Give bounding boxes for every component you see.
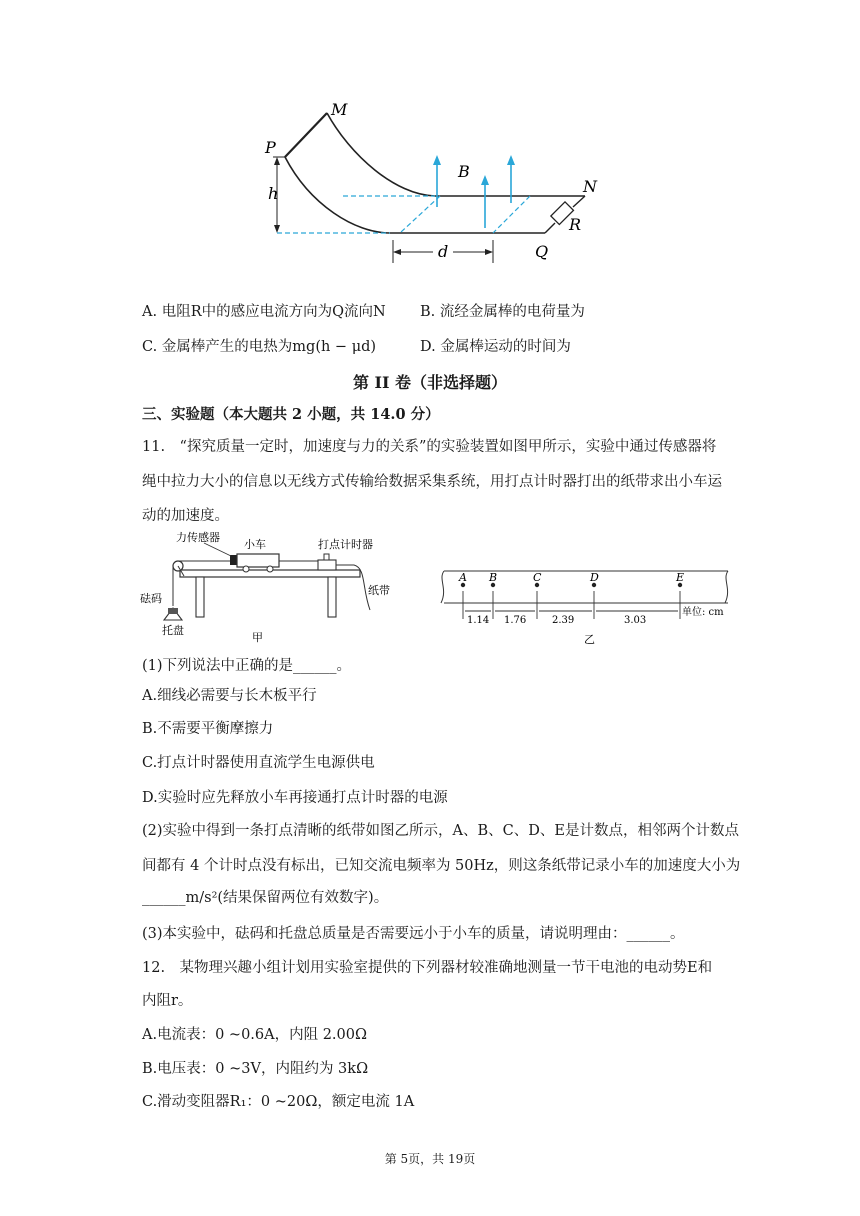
q10-option-a: A. 电阻R中的感应电流方向为Q流向N	[142, 304, 386, 320]
dist-cd: 2.39	[552, 615, 575, 626]
q11-option-a: A.细线必需要与长木板平行	[142, 688, 317, 704]
caption-jia: 甲	[252, 631, 263, 644]
label-p: P	[265, 138, 276, 157]
point-c: C	[533, 571, 542, 584]
q11-option-d: D.实验时应先释放小车再接通打点计时器的电源	[142, 790, 448, 806]
q11-sub2-line2: 间都有 4 个计时点没有标出，已知交流电频率为 50Hz，则这条纸带记录小车的加速度大小为	[142, 858, 741, 874]
label-d: d	[438, 242, 449, 261]
label-q: Q	[535, 242, 549, 261]
rail-figure	[255, 95, 615, 265]
point-b: B	[489, 571, 498, 584]
point-e: E	[676, 571, 685, 584]
q11-sub2-line3: ______m/s²(结果保留两位有效数字)。	[142, 890, 389, 906]
q12-line2: 内阻r。	[142, 993, 193, 1009]
dist-ab: 1.14	[467, 615, 490, 626]
label-cart: 小车	[244, 538, 266, 551]
label-weight: 砝码	[140, 592, 162, 605]
tape-figure-yi	[436, 565, 736, 647]
label-timer: 打点计时器	[318, 538, 373, 551]
label-tray: 托盘	[162, 624, 184, 637]
q11-sub3: (3)本实验中，砝码和托盘总质量是否需要远小于小车的质量，请说明理由：______。	[142, 926, 685, 942]
q11-option-b: B.不需要平衡摩擦力	[142, 721, 274, 737]
q10-option-b: B. 流经金属棒的电荷量为	[420, 304, 585, 320]
point-d: D	[590, 571, 599, 584]
point-a: A	[459, 571, 467, 584]
q11-option-c: C.打点计时器使用直流学生电源供电	[142, 755, 375, 771]
q12-option-b: B.电压表：0 ~3V，内阻约为 3kΩ	[142, 1061, 369, 1077]
q12-option-c: C.滑动变阻器R₁：0 ~20Ω，额定电流 1A	[142, 1094, 415, 1110]
label-tape: 纸带	[368, 584, 390, 597]
q11-sub2-line1: (2)实验中得到一条打点清晰的纸带如图乙所示，A、B、C、D、E是计数点，相邻两个计数点	[142, 823, 739, 839]
unit-label: 单位: cm	[682, 607, 724, 618]
label-r: R	[569, 215, 582, 234]
part2-title: 第 II 卷（非选择题）	[352, 373, 508, 392]
section3-title: 三、实验题（本大题共 2 小题，共 14.0 分）	[142, 406, 440, 423]
q11-sub1: (1)下列说法中正确的是______。	[142, 658, 352, 674]
dist-bc: 1.76	[504, 615, 527, 626]
q10-option-d: D. 金属棒运动的时间为	[420, 339, 571, 355]
label-m: M	[331, 100, 348, 119]
dist-de: 3.03	[624, 615, 647, 626]
caption-yi: 乙	[584, 633, 595, 646]
page-footer: 第 5页，共 19页	[384, 1152, 476, 1166]
q11-line3: 动的加速度。	[142, 508, 229, 524]
label-sensor: 力传感器	[176, 531, 220, 544]
q11-line2: 绳中拉力大小的信息以无线方式传输给数据采集系统，用打点计时器打出的纸带求出小车运	[142, 474, 722, 490]
label-n: N	[583, 177, 597, 196]
label-h: h	[268, 184, 279, 203]
q12-line1: 12. 某物理兴趣小组计划用实验室提供的下列器材较准确地测量一节干电池的电动势E和	[142, 960, 713, 976]
apparatus-figure-jia	[140, 528, 410, 646]
label-b: B	[458, 162, 470, 181]
q11-line1: 11. “探究质量一定时，加速度与力的关系”的实验装置如图甲所示，实验中通过传感器将	[142, 439, 717, 455]
q10-option-c: C. 金属棒产生的电热为mg(h − μd)	[142, 339, 377, 355]
q12-option-a: A.电流表：0 ~0.6A，内阻 2.00Ω	[142, 1027, 368, 1043]
